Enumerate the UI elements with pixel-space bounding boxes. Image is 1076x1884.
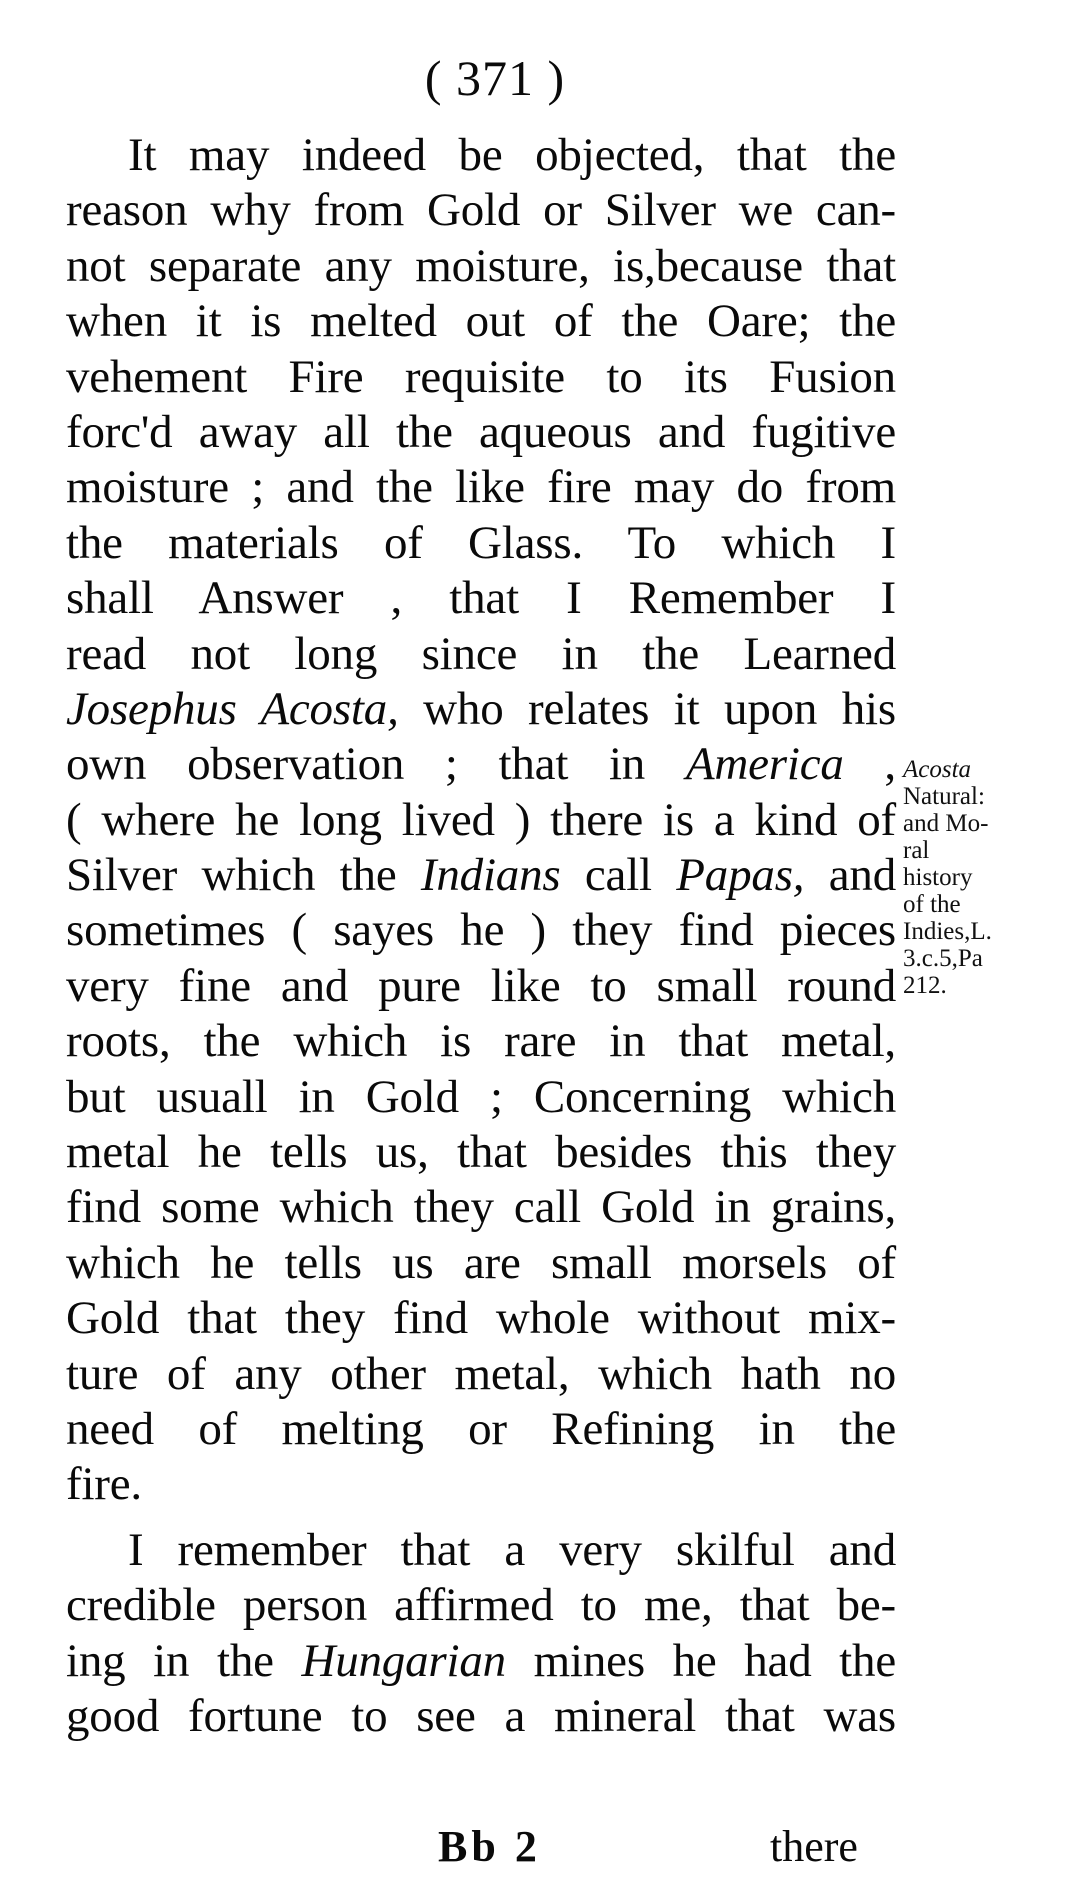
body-text — [66, 128, 896, 1744]
text-line: vehement Fire requisite to its Fusion — [66, 350, 896, 403]
italic-name-acosta: Josephus Acosta, — [66, 682, 399, 735]
italic-name-indians: Indians — [420, 849, 561, 902]
text-line: need of melting or Refining in the — [66, 1402, 896, 1455]
text-line: ture of any other metal, which hath no — [66, 1347, 896, 1400]
italic-name-america: America — [685, 738, 844, 791]
margin-note-line: of the — [903, 891, 961, 918]
text-line-hungarian — [66, 1634, 896, 1689]
text-line: the materials of Glass. To which I — [66, 516, 896, 569]
text-fragment: ing in the — [66, 1634, 302, 1687]
text-line: forc'd away all the aqueous and fugitive — [66, 405, 896, 458]
margin-note-line: Natural: — [903, 783, 985, 810]
text-line-acosta — [66, 682, 896, 737]
text-line: roots, the which is rare in that metal, — [66, 1015, 896, 1068]
text-line-america — [66, 737, 896, 792]
text-line: ( where he long lived ) there is a kind of — [66, 793, 896, 846]
text-line-indians — [66, 848, 896, 903]
text-line: moisture ; and the like fire may do from — [66, 461, 896, 514]
margin-note-line: history — [903, 864, 973, 891]
italic-name-papas: Papas, — [676, 849, 805, 902]
page-number: ( 371 ) — [424, 50, 566, 106]
margin-note-line: and Mo- — [903, 810, 989, 837]
text-line: metal he tells us, that besides this they — [66, 1126, 896, 1179]
margin-note-line: ral — [903, 837, 930, 864]
text-line: fire. — [66, 1458, 142, 1511]
text-line: which he tells us are small morsels of — [66, 1236, 896, 1289]
text-line: sometimes ( sayes he ) they find pieces — [66, 904, 896, 957]
text-line: I remember that a very skilful and — [128, 1523, 896, 1576]
paragraph-gap — [66, 1513, 896, 1523]
margin-note-line: 3.c.5,Pa — [903, 945, 983, 972]
text-line: find some which they call Gold in grains, — [66, 1181, 896, 1234]
text-fragment: Silver which the — [66, 849, 421, 902]
margin-note-author-italic: Acosta — [903, 756, 972, 783]
text-fragment: call — [560, 849, 677, 902]
text-fragment: own observation ; that in — [66, 738, 686, 791]
text-line: when it is melted out of the Oare; the — [66, 295, 896, 348]
text-line: but usuall in Gold ; Concerning which — [66, 1070, 896, 1123]
text-line: good fortune to see a mineral that was — [66, 1689, 896, 1742]
text-line: shall Answer , that I Remember I — [66, 572, 896, 625]
text-line: It may indeed be objected, that the — [128, 129, 896, 181]
text-line: very fine and pure like to small round — [66, 959, 896, 1012]
margin-note-line: Indies,L. — [903, 918, 992, 945]
margin-note-author — [903, 756, 1063, 783]
text-line: credible person affirmed to me, that be- — [66, 1579, 896, 1632]
text-line: Gold that they find whole without mix- — [66, 1292, 896, 1345]
text-line: not separate any moisture, is,because that — [66, 239, 896, 292]
catchword: there — [770, 1822, 858, 1871]
text-fragment: and — [804, 849, 896, 902]
italic-name-hungarian: Hungarian — [301, 1634, 506, 1687]
text-fragment: who relates it upon his — [398, 682, 896, 735]
text-line: read not long since in the Learned — [66, 627, 896, 680]
margin-note-line: 212. — [903, 972, 947, 999]
text-fragment: mines he had the — [505, 1634, 896, 1687]
signature-mark: Bb 2 — [438, 1822, 541, 1871]
margin-note — [903, 756, 1063, 999]
text-fragment: , — [843, 738, 896, 791]
text-line: reason why from Gold or Silver we can- — [66, 184, 896, 237]
